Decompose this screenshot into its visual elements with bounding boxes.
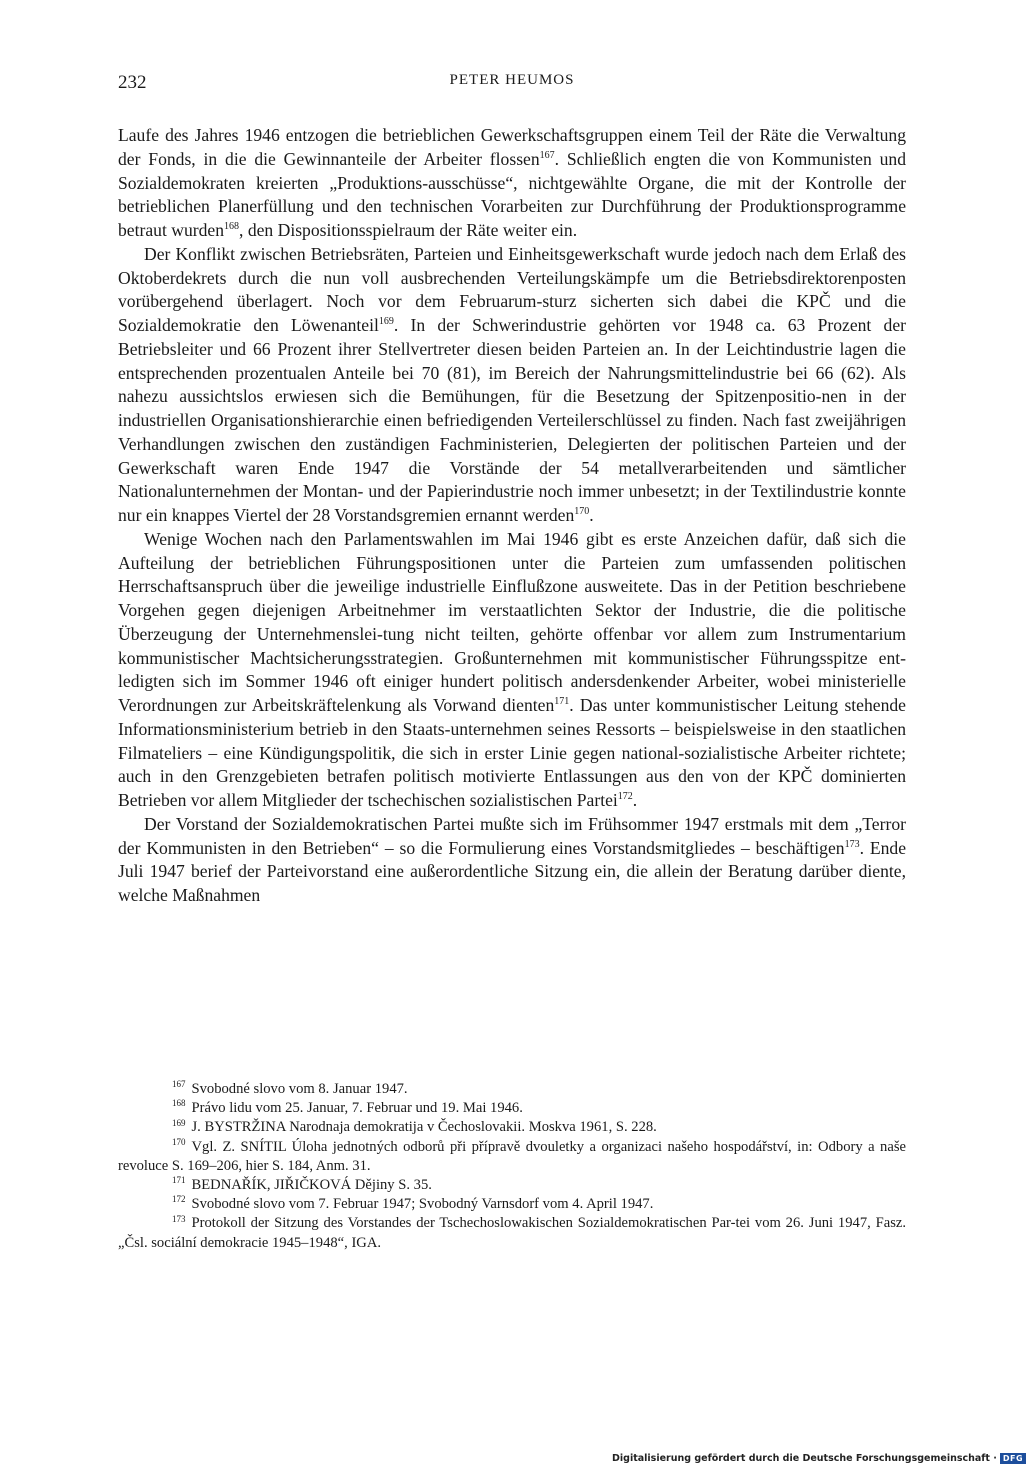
paragraph (118, 813, 906, 908)
footnote (118, 1176, 906, 1195)
footnote-text: Protokoll der Sitzung des Vorstandes der Tschechoslowakischen Sozialdemokratischen Par-tei vom 26. Juni 1947, Fasz. „Čsl. sociální demokracie 1945–1948“, IGA. (118, 1215, 906, 1251)
paragraph (118, 528, 906, 813)
footnote-ref: 169 (378, 316, 394, 328)
footnote-ref: 168 (224, 221, 240, 233)
running-head: PETER HEUMOS (449, 72, 575, 88)
paragraph (118, 124, 906, 243)
text-run: . In der Schwerindustrie gehörten vor 1948 ca. 63 Prozent der Betriebsleiter und 66 Prozent ihrer Stellvertreter diesen beiden Parteien an. In der Leichtindustrie lagen die entsprechenden prozentualen Anteile bei 70 (81), im Bereich der Nahrungsmittelindustrie bei 66 (62). Als nahezu aussichtslos erwiesen sich die Bemühungen, für die Besetzung der Spitzenpositio-nen in der industriellen Organisationshierarchie einen befriedigenden Verteilerschlüssel zu finden. Nach fast zweijährigen Verhandlungen zwischen den zuständigen Fachministerien, Delegierten der politischen Parteien und der Gewerkschaft waren Ende 1947 die Vorstände der 54 metallverarbeitenden und sämtlicher Nationalunternehmen der Montan- und der Papierindustrie noch immer unbesetzt; in der Textilindustrie konnte nur ein knappes Viertel der 28 Vorstandsgremien ernannt werden (118, 315, 906, 525)
footnote-number: 168 (172, 1098, 186, 1109)
footnote-ref: 172 (617, 791, 633, 803)
text-run: , den Dispositionsspielraum der Räte weiter ein. (239, 220, 578, 240)
footnote-text: Právo lidu vom 25. Januar, 7. Februar und 19. Mai 1946. (191, 1100, 523, 1117)
dfg-logo: DFG (1000, 1453, 1026, 1464)
digitization-credit (612, 1450, 1024, 1466)
text-run: . Ende Juli 1947 berief der Parteivorstand eine außerordentliche Sitzung ein, die allein der Beratung darüber diente, welche Maßnahmen (118, 837, 907, 905)
text-run: Wenige Wochen nach den Parlamentswahlen im Mai 1946 gibt es erste Anzeichen dafür, daß sich die Aufteilung der betrieblichen Führungspositionen unter die Parteien zum umfassenden politischen Herrschaftsanspruch über die jeweilige industrielle Einflußzone ausweitete. Das in der Petition beschriebene Vorgehen gegen diejenigen Arbeitnehmer im verstaatlichten Sektor der Industrie, die die politische Überzeugung der Unternehmenslei-tung nicht teilten, gehörte offenbar vor allem zum Instrumentarium kommunistischer Machtsicherungsstrategien. Großunternehmen mit kommunistischer Führungsspitze ent-ledigten sich im Sommer 1946 oft einiger hundert politisch andersdenkender Arbeiter, wobei ministerielle Verordnungen zur Arbeitskräftelenkung als Vorwand dienten (118, 528, 906, 715)
footnote-number: 169 (172, 1117, 186, 1128)
footnote-ref: 167 (539, 149, 555, 161)
credit-text: Digitalisierung gefördert durch die Deutsche Forschungsgemeinschaft · (612, 1452, 997, 1464)
text-run: . Schließlich engten die von Kommunisten und Sozialdemokraten kreierten „Produktions-ausschüsse“, nichtgewählte Organe, die mit der Kontrolle der betrieblichen Planerfüllung und den technischen Vorarbeiten zur Durchführung der Produktionsprogramme betraut wurden (118, 148, 906, 240)
page-header (118, 72, 906, 98)
footnote-ref: 173 (844, 838, 860, 850)
text-run: Der Vorstand der Sozialdemokratischen Partei mußte sich im Frühsommer 1947 erstmals mit dem „Terror der Kommunisten in den Betrieben“ – so die Formulierung eines Vorstandsmitgliedes – beschäftigen (118, 813, 906, 858)
footnote-text: BEDNAŘÍK, JIŘIČKOVÁ Dějiny S. 35. (191, 1177, 432, 1194)
footnote-text: Vgl. Z. SNÍTIL Úloha jednotných odborů při přípravě dvouletky a organizaci našeho hospodářství, in: Odbory a naše revoluce S. 169–206, hier S. 184, Anm. 31. (118, 1138, 906, 1174)
footnote-number: 172 (172, 1194, 186, 1205)
footnote-text: J. BYSTRŽINA Narodnaja demokratija v Čechoslovakii. Moskva 1961, S. 228. (191, 1119, 657, 1136)
paragraph (118, 243, 906, 528)
footnote-number: 171 (172, 1175, 186, 1186)
footnote (118, 1214, 906, 1252)
text-run: . (632, 790, 638, 810)
body-text (118, 124, 906, 908)
page-number: 232 (118, 72, 147, 93)
footnote-number: 173 (172, 1213, 186, 1224)
footnote-text: Svobodné slovo vom 8. Januar 1947. (191, 1081, 408, 1097)
footnote-number: 167 (172, 1079, 186, 1090)
text-run: . (589, 505, 594, 525)
footnote (118, 1099, 906, 1118)
footnote-ref: 170 (574, 506, 590, 518)
footnote-number: 170 (172, 1136, 186, 1147)
footnote-ref: 171 (554, 696, 570, 708)
footnotes (118, 1080, 906, 1253)
footnote (118, 1195, 906, 1214)
text-run: Der Konflikt zwischen Betriebsräten, Parteien und Einheitsgewerkschaft wurde jedoch nach dem Erlaß des Oktoberdekrets durch die nun voll ausbrechenden Verteilungskämpfe um die Betriebsdirektorenposten vorübergehend überlagert. Noch vor dem Februarum-sturz sicherten sich dabei die KPČ und die Sozialdemokratie den Löwenanteil (118, 243, 906, 335)
footnote (118, 1118, 906, 1137)
text-run: Laufe des Jahres 1946 entzogen die betrieblichen Gewerkschaftsgruppen einem Teil der Räte die Verwaltung der Fonds, in die die Gewinnanteile der Arbeiter flossen (118, 125, 906, 169)
footnote (118, 1138, 906, 1176)
text-run: . Das unter kommunistischer Leitung stehende Informationsministerium betrieb in den Staats-unternehmen seines Ressorts – beispielsweise in den staatlichen Filmateliers – eine Kündigungspolitik, die sich in erster Linie gegen national-sozialistische Arbeiter richtete; auch in den Grenzgebieten betrafen politisch motivierte Entlassungen aus den von der KPČ dominierten Betrieben vor allem Mitglieder der tschechischen sozialistischen Partei (118, 695, 906, 810)
footnote-text: Svobodné slovo vom 7. Februar 1947; Svobodný Varnsdorf vom 4. April 1947. (191, 1196, 654, 1213)
footnote (118, 1080, 906, 1099)
